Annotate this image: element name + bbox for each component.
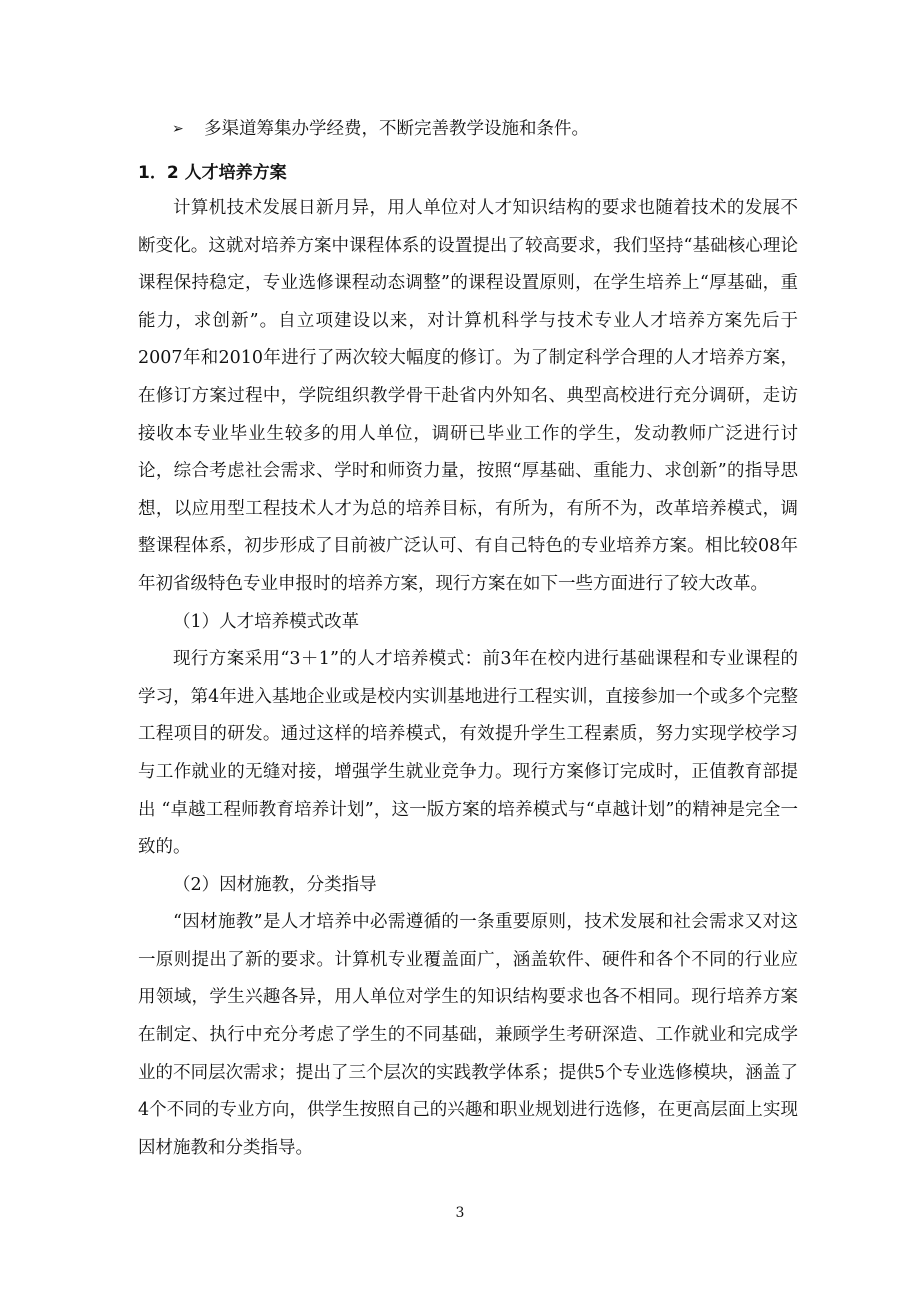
- intro-paragraph: 计算机技术发展日新月异，用人单位对人才知识结构的要求也随着技术的发展不断变化。这就对培养方案中课程体系的设置提出了较高要求，我们坚持“基础核心理论课程保持稳定，专业选修课程动态调整”的课程设置原则，在学生培养上“厚基础，重能力，求创新”。自立项建设以来，对计算机科学与技术专业人才培养方案先后于2007年和2010年进行了两次较大幅度的修订。为了制定科学合理的人才培养方案，在修订方案过程中，学院组织教学骨干赴省内外知名、典型高校进行充分调研，走访接收本专业毕业生较多的用人单位，调研已毕业工作的学生，发动教师广泛进行讨论，综合考虑社会需求、学时和师资力量，按照“厚基础、重能力、求创新”的指导思想，以应用型工程技术人才为总的培养目标，有所为，有所不为，改革培养模式，调整课程体系，初步形成了目前被广泛认可、有自己特色的专业培养方案。相比较08年年初省级特色专业申报时的培养方案，现行方案在如下一些方面进行了较大改革。: [138, 198, 798, 594]
- subsection-2-paragraph: “因材施教”是人才培养中必需遵循的一条重要原则，技术发展和社会需求又对这一原则提出了新的要求。计算机专业覆盖面广，涵盖软件、硬件和各个不同的行业应用领域，学生兴趣各异，用人单位对学生的知识结构要求也各不相同。现行培养方案在制定、执行中充分考虑了学生的不同基础，兼顾学生考研深造、工作就业和完成学业的不同层次需求；提出了三个层次的实践教学体系；提供5个专业选修模块，涵盖了4个不同的专业方向，供学生按照自己的兴趣和职业规划进行选修，在更高层面上实现因材施教和分类指导。: [138, 912, 798, 1158]
- arrow-bullet-icon: ➢: [172, 121, 184, 137]
- bullet-item: [138, 112, 798, 146]
- page-number: 3: [455, 1205, 465, 1221]
- subsection-2-title: （2）因材施教，分类指导: [173, 874, 377, 895]
- subsection-1-paragraph: 现行方案采用“3＋1”的人才培养模式：前3年在校内进行基础课程和专业课程的学习，第4年进入基地企业或是校内实训基地进行工程实训，直接参加一个或多个完整工程项目的研发。通过这样的培养模式，有效提升学生工程素质，努力实现学校学习与工作就业的无缝对接，增强学生就业竞争力。现行方案修订完成时，正值教育部提出 “卓越工程师教育培养计划”，这一版方案的培养模式与“卓越计划”的精神是完全一致的。: [138, 649, 798, 858]
- subsection-1-title: （1）人才培养模式改革: [173, 611, 360, 632]
- section-heading: 1．2 人才培养方案: [138, 163, 287, 183]
- bullet-text: 多渠道筹集办学经费，不断完善教学设施和条件。: [204, 119, 589, 139]
- page-content: [138, 112, 798, 1167]
